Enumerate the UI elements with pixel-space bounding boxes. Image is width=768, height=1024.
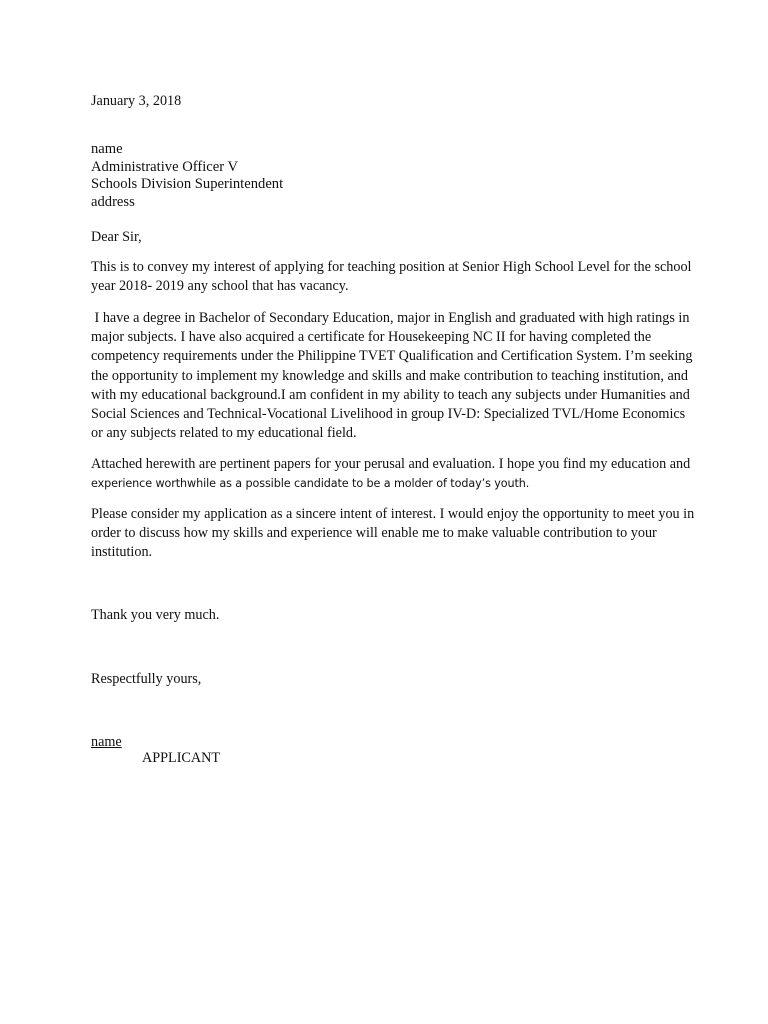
paragraph-line: Please consider my application as a sincere intent of interest. I would enjoy the opportunity to meet you in bbox=[91, 506, 695, 522]
recipient-address: address bbox=[91, 193, 135, 210]
recipient-title: Administrative Officer V bbox=[91, 158, 238, 175]
recipient-name: name bbox=[91, 141, 123, 157]
paragraph-line: I have a degree in Bachelor of Secondary Education, major in English and graduated with high ratings in bbox=[91, 310, 690, 326]
paragraph-line: or any subjects related to my educational field. bbox=[91, 425, 357, 442]
salutation: Dear Sir, bbox=[91, 229, 142, 245]
signature-title: APPLICANT bbox=[142, 750, 221, 766]
closing-thanks: Thank you very much. bbox=[91, 607, 220, 623]
paragraph-line: order to discuss how my skills and experience will enable me to make valuable contribution to your bbox=[91, 525, 657, 542]
paragraph-attachments bbox=[91, 455, 691, 493]
paragraph-intent bbox=[91, 258, 691, 296]
paragraph-line: institution. bbox=[91, 544, 153, 561]
paragraph-line: major subjects. I have also acquired a certificate for Housekeeping NC II for having completed the bbox=[91, 329, 652, 346]
paragraph-line: Social Sciences and Technical-Vocational Livelihood in group IV-D: Specialized TVL/Home Economics bbox=[91, 406, 686, 423]
paragraph-qualifications bbox=[91, 309, 691, 443]
paragraph-line: experience worthwhile as a possible candidate to be a molder of today’s youth. bbox=[91, 477, 530, 491]
paragraph-line: This is to convey my interest of applying for teaching position at Senior High School Level for the school bbox=[91, 259, 692, 275]
paragraph-line: competency requirements under the Philippine TVET Qualification and Certification System. I’m seeking bbox=[91, 348, 693, 365]
closing-phrase: Respectfully yours, bbox=[91, 671, 202, 687]
paragraph-line: Attached herewith are pertinent papers for your perusal and evaluation. I hope you find my education and bbox=[91, 456, 691, 472]
paragraph-line: the opportunity to implement my knowledge and skills and make contribution to teaching institution, and bbox=[91, 367, 688, 384]
signature-name: name bbox=[91, 734, 122, 750]
recipient-block bbox=[91, 141, 691, 211]
recipient-office: Schools Division Superintendent bbox=[91, 176, 284, 192]
letter-date: January 3, 2018 bbox=[91, 93, 182, 109]
paragraph-line: year 2018- 2019 any school that has vacancy. bbox=[91, 278, 349, 295]
paragraph-line: with my educational background.I am confident in my ability to teach any subjects under Humanities and bbox=[91, 386, 690, 403]
paragraph-request bbox=[91, 505, 695, 563]
